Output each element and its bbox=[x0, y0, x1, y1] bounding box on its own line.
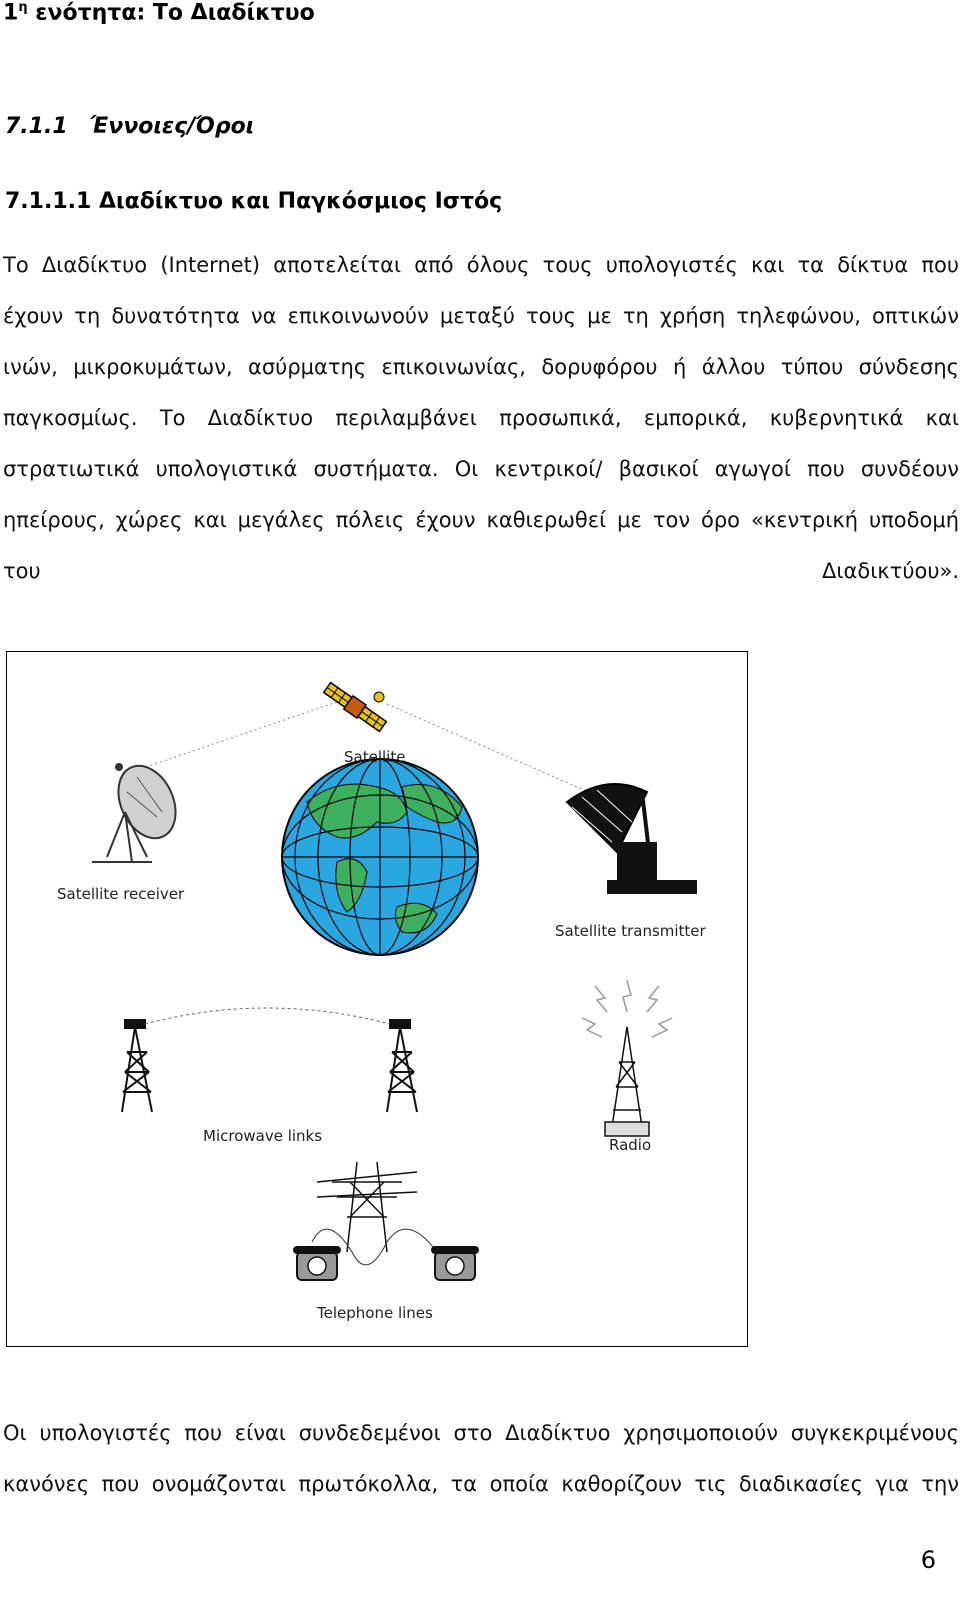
microwave-tower-left-icon bbox=[122, 1020, 152, 1112]
satellite-receiver-icon bbox=[92, 757, 187, 862]
satellite-icon bbox=[323, 681, 388, 733]
internet-connections-figure bbox=[6, 651, 748, 1347]
paragraph-line: έχουν τη δυνατότητα να επικοινωνούν μεταξύ τους με τη χρήση τηλεφώνου, οπτικών bbox=[3, 304, 959, 328]
paragraph-line: του Διαδικτύου». bbox=[3, 559, 959, 583]
paragraph-line: στρατιωτικά υπολογιστικά συστήματα. Οι κεντρικοί/ βασικοί αγωγοί που συνδέουν bbox=[3, 457, 959, 481]
unit-number: 1 bbox=[3, 0, 19, 26]
unit-title bbox=[3, 0, 315, 25]
radio-tower-icon bbox=[582, 980, 672, 1136]
unit-title-text: ενότητα: Το Διαδίκτυο bbox=[27, 0, 315, 26]
paragraph-internet-definition bbox=[3, 240, 959, 597]
section-heading bbox=[5, 114, 254, 139]
label-microwave-links: Microwave links bbox=[203, 1127, 323, 1145]
subsection-title: Διαδίκτυο και Παγκόσμιος Ιστός bbox=[98, 189, 503, 214]
section-number: 7.1.1 bbox=[5, 114, 68, 139]
paragraph-protocols bbox=[3, 1408, 959, 1510]
telephone-left-icon bbox=[293, 1246, 341, 1280]
paragraph-line: παγκοσμίως. Το Διαδίκτυο περιλαμβάνει προσωπικά, εμπορικά, κυβερνητικά και bbox=[3, 406, 959, 430]
paragraph-line: Το Διαδίκτυο (Internet) αποτελείται από όλους τους υπολογιστές και τα δίκτυα που bbox=[3, 253, 959, 277]
subsection-number: 7.1.1.1 bbox=[5, 189, 92, 214]
label-satellite-transmitter: Satellite transmitter bbox=[555, 922, 706, 940]
label-satellite: Satellite bbox=[344, 748, 406, 766]
telephone-right-icon bbox=[431, 1246, 479, 1280]
label-radio: Radio bbox=[609, 1136, 652, 1154]
page-number: 6 bbox=[920, 1546, 936, 1574]
power-pylon-icon bbox=[317, 1162, 417, 1252]
section-title: Έννοιες/Όροι bbox=[89, 114, 255, 139]
paragraph-line: Οι υπολογιστές που είναι συνδεδεμένοι στο Διαδίκτυο χρησιμοποιούν συγκεκριμένους bbox=[3, 1421, 959, 1445]
paragraph-line: ηπείρους, χώρες και μεγάλες πόλεις έχουν καθιερωθεί με τον όρο «κεντρική υποδομή bbox=[3, 508, 959, 532]
label-telephone-lines: Telephone lines bbox=[317, 1304, 433, 1322]
microwave-tower-right-icon bbox=[387, 1020, 417, 1112]
unit-superscript: η bbox=[18, 0, 28, 15]
subsection-heading bbox=[5, 189, 502, 214]
paragraph-line: κανόνες που ονομάζονται πρωτόκολλα, τα οποία καθορίζουν τις διαδικασίες για την bbox=[3, 1472, 959, 1496]
label-satellite-receiver: Satellite receiver bbox=[57, 885, 185, 903]
paragraph-line: ινών, μικροκυμάτων, ασύρματης επικοινωνίας, δορυφόρου ή άλλου τύπου σύνδεσης bbox=[3, 355, 959, 379]
satellite-transmitter-icon bbox=[567, 784, 697, 894]
satellite-dish-small-icon bbox=[374, 692, 384, 702]
globe-icon bbox=[282, 759, 478, 955]
